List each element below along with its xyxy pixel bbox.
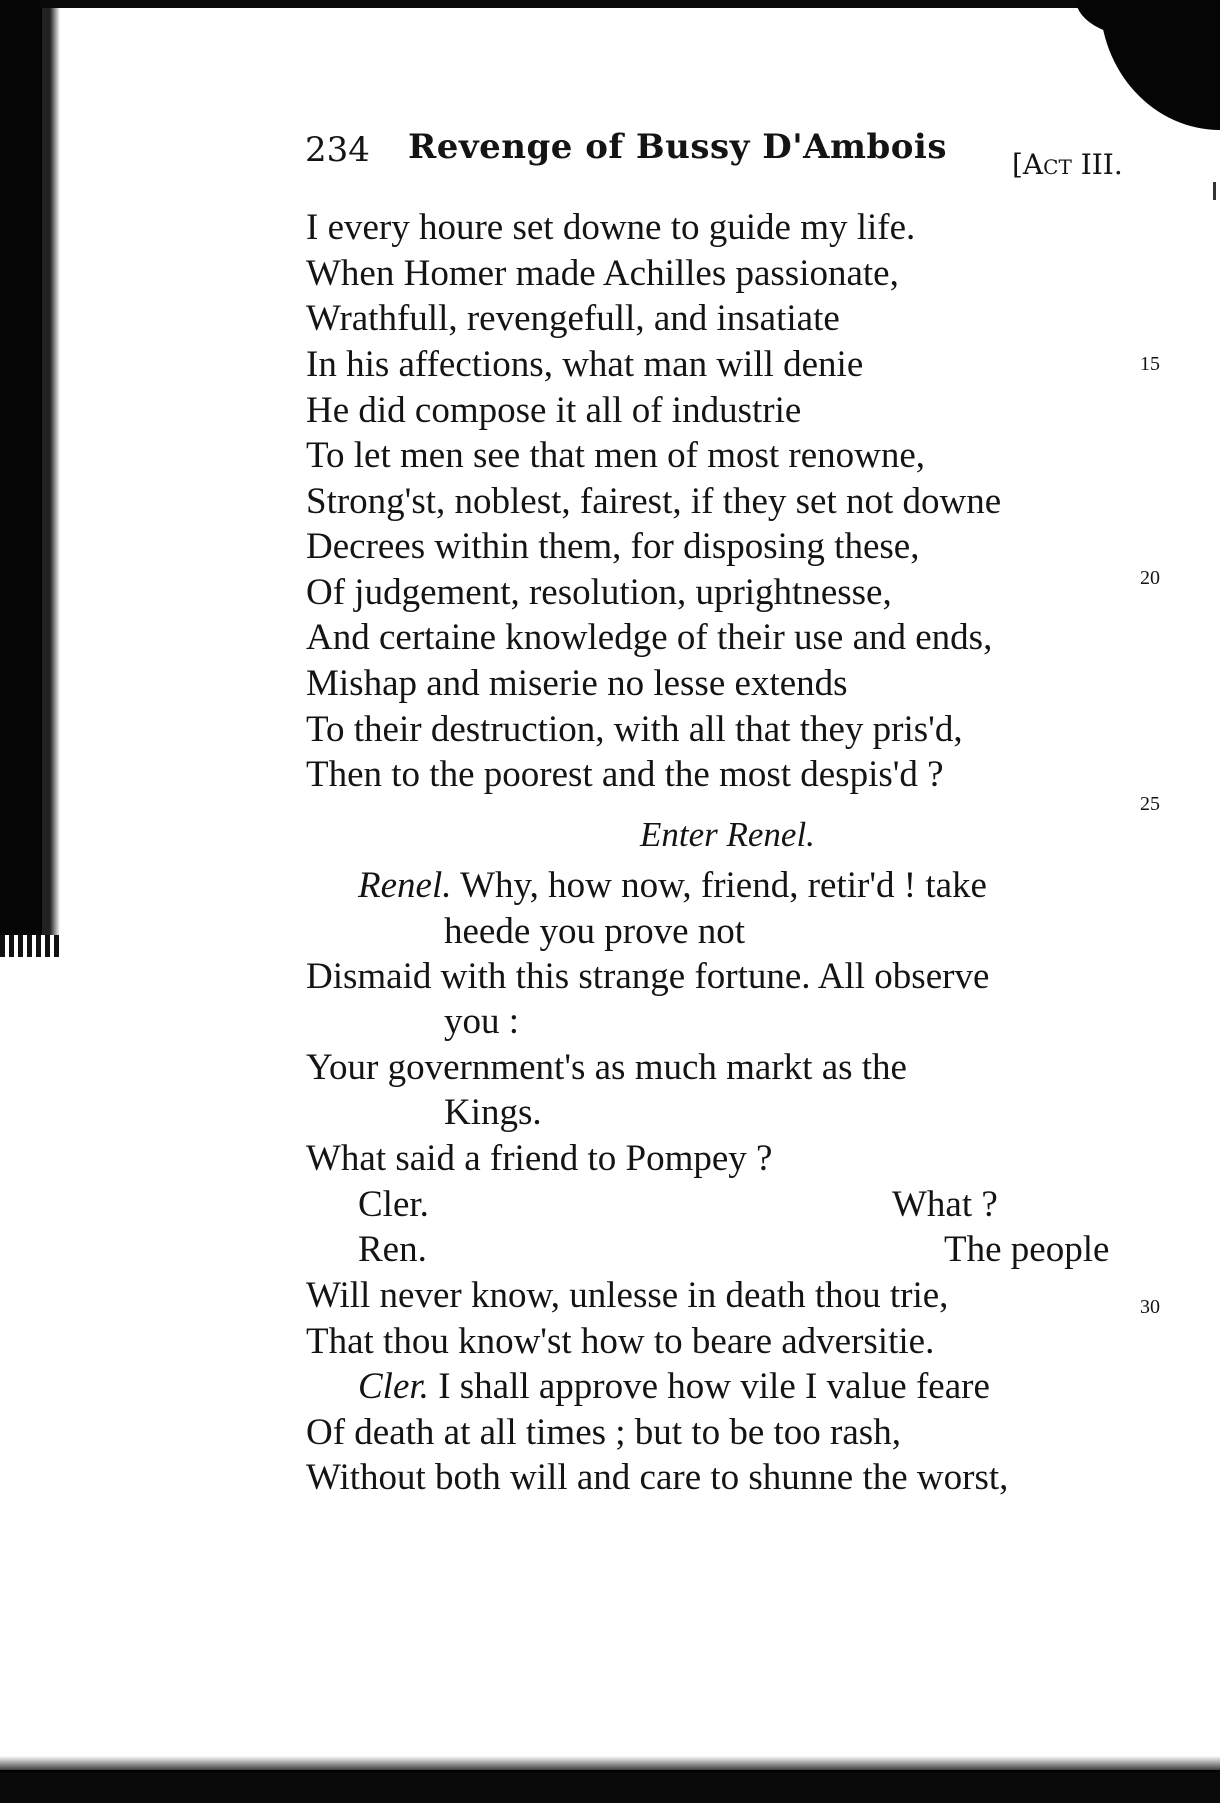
dialogue-text: What ?	[892, 1184, 998, 1225]
dialogue-text: Why, how now, friend, retir'd ! take	[460, 865, 987, 906]
speaker-name: Ren.	[358, 1229, 427, 1270]
dialogue-line	[358, 1365, 990, 1409]
dialogue-text: I shall approve how vile I value feare	[438, 1366, 990, 1407]
dialogue-line: Will never know, unlesse in death thou trie,	[306, 1275, 949, 1316]
dialogue-line: What said a friend to Pompey ?	[306, 1138, 773, 1179]
scan-mark	[1213, 182, 1216, 200]
dialogue-line: you :	[444, 1001, 520, 1042]
verse-line: He did compose it all of industrie	[306, 390, 802, 431]
line-number: 15	[1140, 353, 1160, 375]
verse-line: Strong'st, noblest, fairest, if they set not downe	[306, 481, 1002, 522]
line-number: 20	[1140, 567, 1160, 589]
scan-edge-left	[0, 0, 60, 950]
scan-edge-bottom	[0, 1770, 1220, 1803]
line-number: 25	[1140, 793, 1160, 815]
verse-line: Decrees within them, for disposing these,	[306, 526, 920, 567]
dialogue-line: Of death at all times ; but to be too rash,	[306, 1412, 901, 1453]
act-label: [Act III.	[1012, 148, 1123, 181]
verse-line: In his affections, what man will denie	[306, 344, 864, 385]
speaker-name: Renel.	[358, 865, 452, 906]
running-title: Revenge of Bussy D'Ambois	[408, 127, 947, 167]
verse-line: I every houre set downe to guide my life.	[306, 207, 916, 248]
stage-direction: Enter Renel.	[640, 815, 815, 854]
verse-line: And certaine knowledge of their use and ends,	[306, 617, 993, 658]
verse-line: To their destruction, with all that they pris'd,	[306, 709, 963, 750]
dialogue-line: Without both will and care to shunne the worst,	[306, 1457, 1009, 1498]
dialogue-line: Dismaid with this strange fortune. All observe	[306, 956, 990, 997]
page-number: 234	[305, 130, 370, 170]
verse-line: Wrathfull, revengefull, and insatiate	[306, 298, 840, 339]
dialogue-line: Your government's as much markt as the	[306, 1047, 907, 1088]
verse-line: Then to the poorest and the most despis'd ?	[306, 754, 944, 795]
dialogue-text: The people	[944, 1229, 1110, 1270]
verse-line: Mishap and miserie no lesse extends	[306, 663, 848, 704]
dialogue-line	[358, 864, 987, 908]
speaker-name: Cler.	[358, 1366, 429, 1407]
scan-edge-top	[40, 0, 1220, 8]
line-number: 30	[1140, 1296, 1160, 1318]
dialogue-line: heede you prove not	[444, 911, 746, 952]
speaker-name: Cler.	[358, 1184, 429, 1225]
dialogue-line: That thou know'st how to beare adversitie.	[306, 1321, 935, 1362]
scan-corner-top-right	[1100, 0, 1220, 130]
dialogue-line: Kings.	[444, 1092, 542, 1133]
verse-line: When Homer made Achilles passionate,	[306, 253, 899, 294]
verse-line: Of judgement, resolution, uprightnesse,	[306, 572, 892, 613]
verse-line: To let men see that men of most renowne,	[306, 435, 926, 476]
scan-edge-left-fringe	[0, 935, 62, 957]
